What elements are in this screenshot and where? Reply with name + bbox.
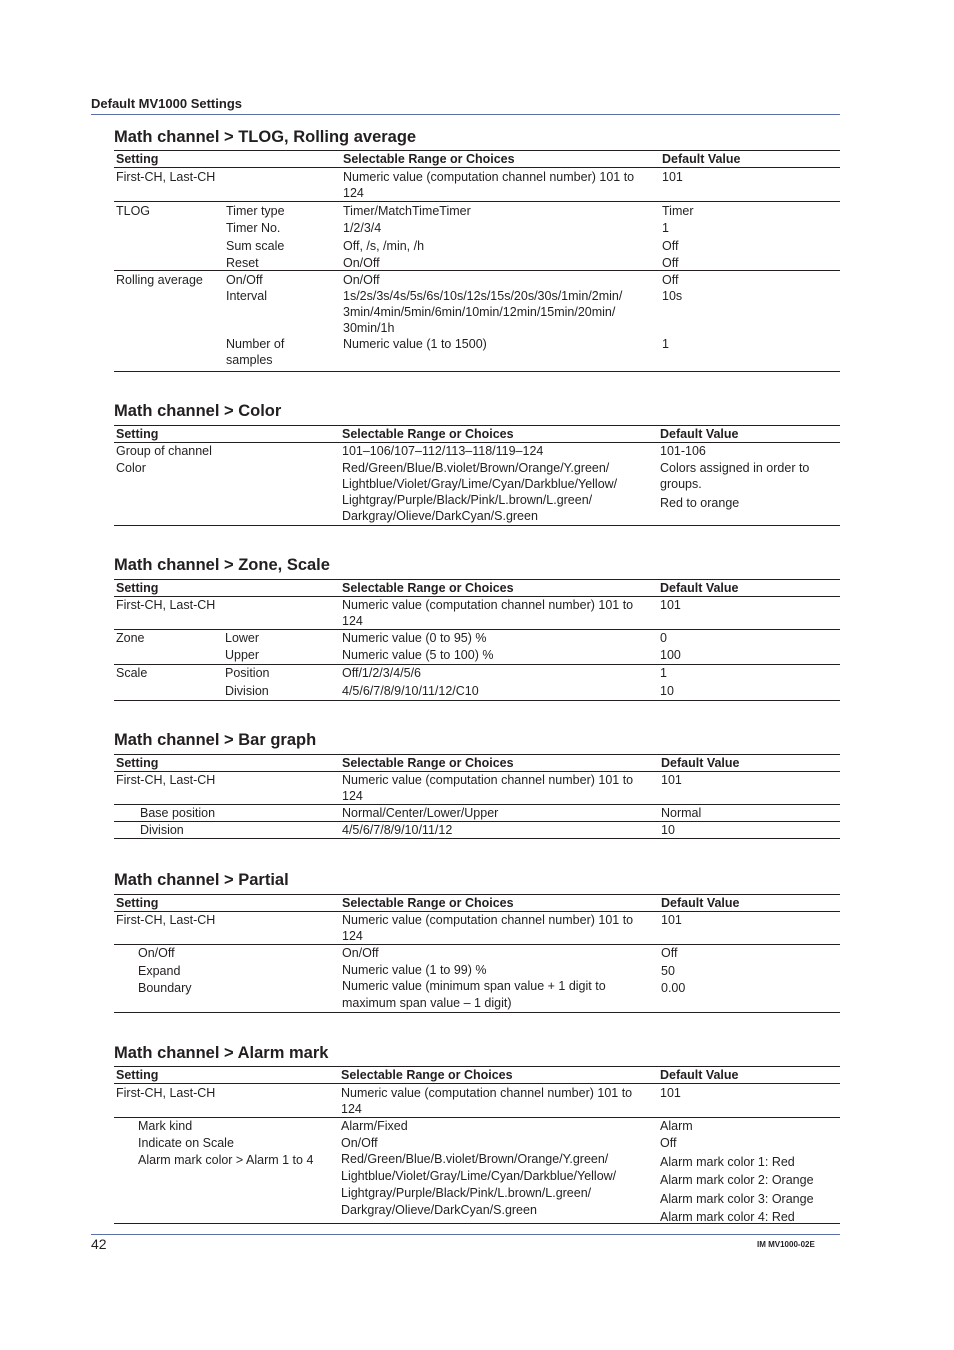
table-row: [114, 443, 840, 460]
table-header: [114, 425, 840, 443]
column-header-range: Selectable Range or Choices: [343, 152, 515, 166]
default-cell: 101-106: [660, 444, 706, 458]
table-row: [114, 665, 840, 701]
table-header: [114, 754, 840, 772]
setting-cell: Color: [116, 461, 146, 475]
default-cell: 10: [661, 823, 675, 837]
column-header-range: Selectable Range or Choices: [342, 756, 514, 770]
subsetting-cell: Lower Upper: [225, 631, 260, 662]
column-header-range: Selectable Range or Choices: [342, 896, 514, 910]
setting-cell: Mark kind Indicate on Scale Alarm mark color > Alarm 1 to 4: [138, 1119, 314, 1168]
column-header-setting: Setting: [116, 1068, 159, 1082]
subsetting-cell: Timer type Timer No. Sum scale Reset: [226, 204, 285, 270]
page-number: 42: [91, 1236, 107, 1252]
default-cell: Colors assigned in order to groups.: [660, 461, 810, 491]
column-header-setting: Setting: [116, 896, 159, 910]
table-header: [114, 150, 840, 168]
table-row: [114, 1118, 840, 1224]
setting-cell: TLOG: [116, 204, 151, 218]
setting-cell: Zone: [116, 631, 145, 645]
range-cell: On/Off 1s/2s/3s/4s/5s/6s/10s/12s/15s/20s/30s/1min/2min/ 3min/4min/5min/6min/10min/12min/15min/20min/ 30min/1h Numeric value (1 to 1500): [343, 273, 623, 351]
setting-cell: Division: [140, 823, 184, 837]
section-title: Math channel > TLOG, Rolling average: [114, 128, 417, 146]
setting-cell: First-CH, Last-CH: [116, 773, 216, 787]
column-header-default: Default Value: [660, 1068, 739, 1082]
range-cell: Numeric value (computation channel number) 101 to 124: [342, 598, 634, 628]
column-header-range: Selectable Range or Choices: [341, 1068, 513, 1082]
section-alarm-mark: [114, 1043, 840, 1224]
document-id: IM MV1000-02E: [757, 1240, 815, 1249]
column-header-default: Default Value: [661, 756, 740, 770]
table-row: [114, 630, 840, 665]
range-cell: Normal/Center/Lower/Upper: [342, 806, 499, 820]
subsetting-cell: Position Division: [225, 666, 270, 698]
table-row: [114, 202, 840, 271]
range-cell: Numeric value (computation channel number) 101 to 124: [341, 1086, 633, 1116]
default-cell: 101: [661, 913, 682, 927]
footer-rule: [91, 1234, 840, 1235]
range-cell: Red/Green/Blue/B.violet/Brown/Orange/Y.green/ Lightblue/Violet/Gray/Lime/Cyan/Darkblue/Yellow/ Lightgray/Purple/Black/Pink/L.brown/L.green/ Darkgray/Olieve/DarkCyan/S.green: [342, 461, 618, 523]
section-tlog-rolling-average: [114, 127, 840, 367]
table-row: [114, 772, 840, 805]
section-color: [114, 401, 840, 523]
range-cell: Timer/MatchTimeTimer 1/2/3/4 Off, /s, /min, /h On/Off: [343, 204, 471, 270]
table-row: [114, 1084, 840, 1118]
setting-cell: On/Off Expand Boundary: [138, 946, 192, 995]
default-cell: 101: [661, 773, 682, 787]
subsetting-cell: On/Off Interval Number of samples: [226, 273, 285, 367]
column-header-range: Selectable Range or Choices: [342, 427, 514, 441]
table-row: [114, 168, 840, 202]
column-header-setting: Setting: [116, 427, 159, 441]
table-row: [114, 805, 840, 822]
column-header-default: Default Value: [660, 581, 739, 595]
column-header-setting: Setting: [116, 581, 159, 595]
table-row: [114, 597, 840, 630]
range-cell: Alarm/Fixed On/Off Red/Green/Blue/B.violet/Brown/Orange/Y.green/ Lightblue/Violet/Gray/Lime/Cyan/Darkblue/Yellow/ Lightgray/Purple/Black/Pink/L.brown/L.green/ Darkgray/Olieve/DarkCyan/S.green: [341, 1119, 617, 1217]
section-zone-scale: [114, 555, 840, 698]
setting-cell: First-CH, Last-CH: [116, 913, 216, 927]
section-title: Math channel > Partial: [114, 871, 289, 889]
range-cell: Numeric value (computation channel number) 101 to 124: [342, 913, 634, 943]
range-cell: Off/1/2/3/4/5/6 4/5/6/7/8/9/10/11/12/C10: [342, 666, 479, 698]
default-cell: Off 10s 1: [662, 273, 683, 351]
default-cell-note: Red to orange: [660, 496, 740, 510]
section-bar-graph: [114, 730, 840, 837]
default-cell: Normal: [661, 806, 702, 820]
range-cell: Numeric value (0 to 95) % Numeric value (5 to 100) %: [342, 631, 494, 662]
default-cell: 0 100: [660, 631, 681, 662]
section-partial: [114, 870, 840, 1010]
default-cell: 101: [662, 170, 683, 184]
range-cell: Numeric value (computation channel number) 101 to 124: [342, 773, 634, 803]
table-row: [114, 945, 840, 1013]
section-title: Math channel > Alarm mark: [114, 1044, 329, 1062]
range-cell: On/Off Numeric value (1 to 99) % Numeric value (minimum span value + 1 digit to maximum span value – 1 digit): [342, 946, 606, 1010]
table-row: [114, 822, 840, 839]
table-row: [114, 271, 840, 372]
column-header-default: Default Value: [662, 152, 741, 166]
setting-cell: Scale: [116, 666, 148, 680]
setting-cell: Rolling average: [116, 273, 203, 287]
table-row: [114, 912, 840, 945]
section-title: Math channel > Zone, Scale: [114, 556, 330, 574]
column-header-default: Default Value: [661, 896, 740, 910]
range-cell: Numeric value (computation channel number) 101 to 124: [343, 170, 635, 200]
column-header-setting: Setting: [116, 756, 159, 770]
default-cell: 101: [660, 598, 681, 612]
header-rule: [91, 114, 840, 115]
column-header-range: Selectable Range or Choices: [342, 581, 514, 595]
default-cell: Alarm Off: [660, 1119, 693, 1151]
default-cell: Off 50 0.00: [661, 946, 686, 995]
table-row: [114, 460, 840, 526]
setting-cell: Base position: [140, 806, 216, 820]
table-header: [114, 1066, 840, 1084]
running-header: Default MV1000 Settings: [91, 96, 242, 111]
setting-cell: First-CH, Last-CH: [116, 1086, 216, 1100]
column-header-setting: Setting: [116, 152, 159, 166]
column-header-default: Default Value: [660, 427, 739, 441]
table-header: [114, 579, 840, 597]
setting-cell: First-CH, Last-CH: [116, 170, 216, 184]
default-cell: 1 10: [660, 666, 674, 698]
section-title: Math channel > Color: [114, 402, 282, 420]
setting-cell: Group of channel: [116, 444, 212, 458]
setting-cell: First-CH, Last-CH: [116, 598, 216, 612]
range-cell: 101–106/107–112/113–118/119–124: [342, 444, 544, 458]
section-title: Math channel > Bar graph: [114, 731, 317, 749]
table-header: [114, 894, 840, 912]
default-cell: Timer 1 Off Off: [662, 204, 694, 270]
range-cell: 4/5/6/7/8/9/10/11/12: [342, 823, 453, 837]
default-cell: 101: [660, 1086, 681, 1100]
default-cell-colors: Alarm mark color 1: Red Alarm mark color 2: Orange Alarm mark color 3: Orange Alarm mark color 4: Red: [660, 1155, 814, 1224]
